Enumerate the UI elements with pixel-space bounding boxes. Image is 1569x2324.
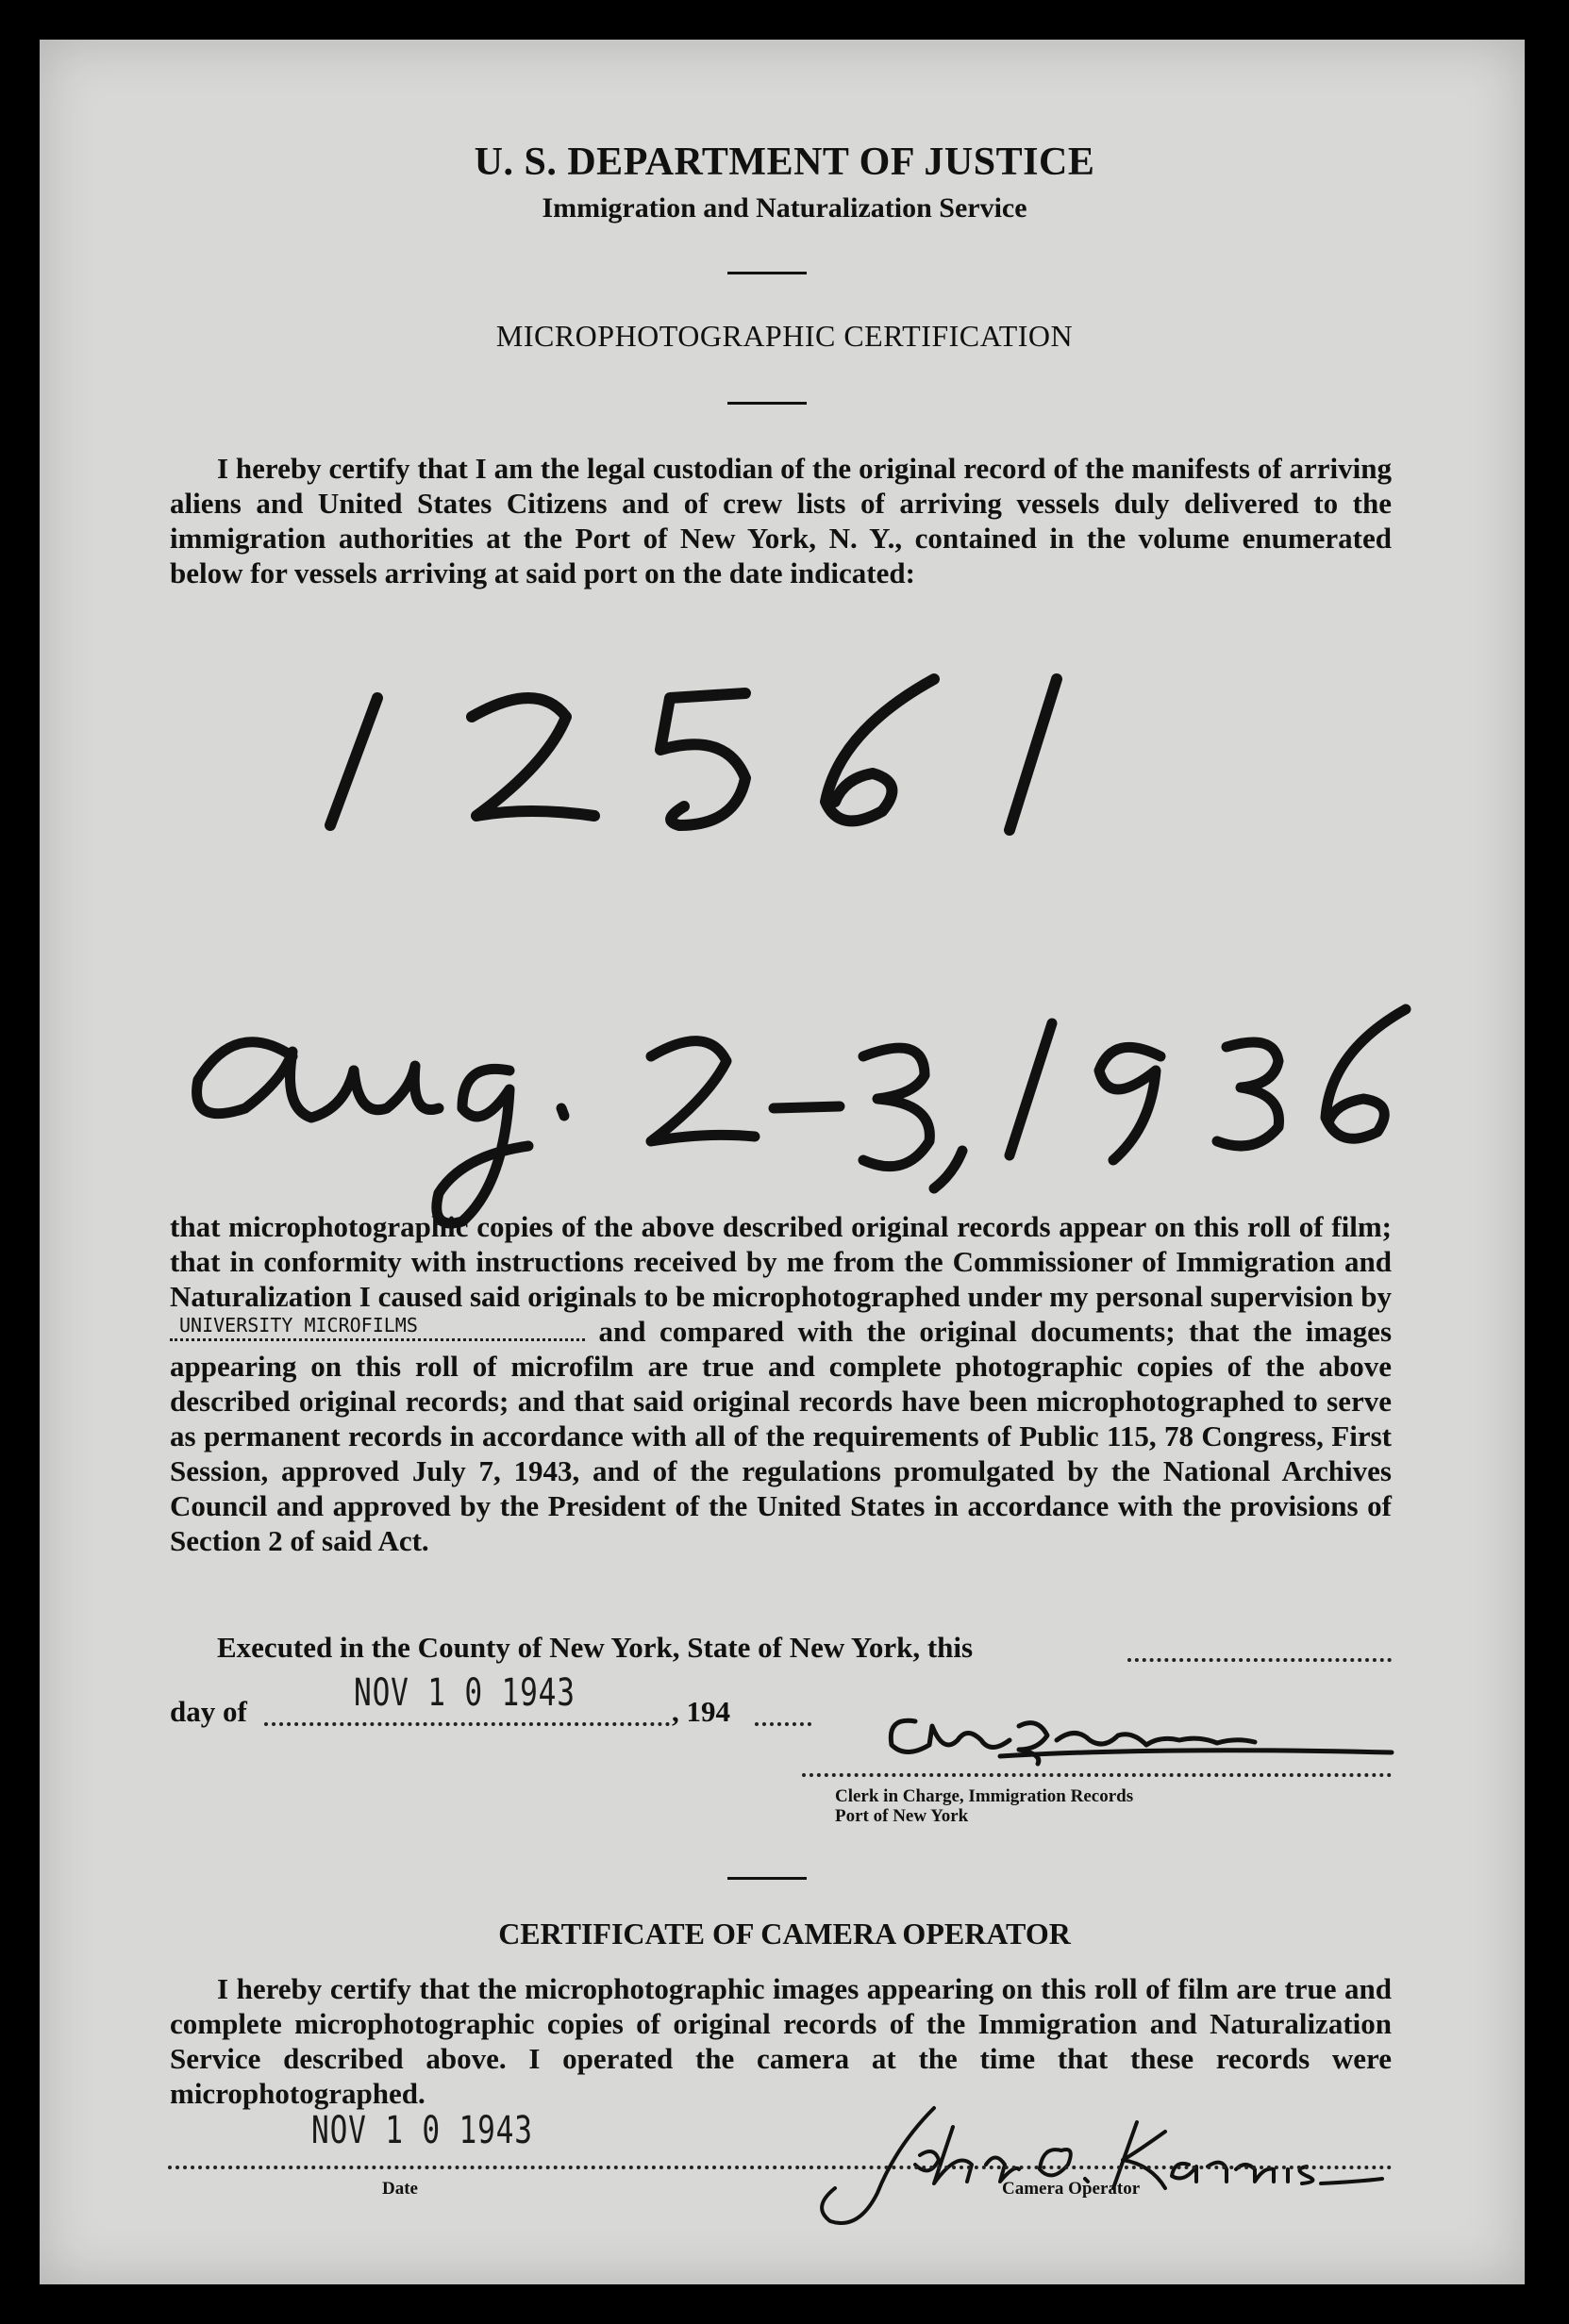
service-subheading: Immigration and Naturalization Service bbox=[542, 192, 1027, 224]
day-of-line bbox=[264, 1722, 670, 1726]
header-divider bbox=[727, 272, 807, 274]
handwritten-date bbox=[179, 967, 1444, 1240]
day-of-label: day of bbox=[170, 1695, 247, 1728]
clerk-title-line2: Port of New York bbox=[835, 1806, 969, 1826]
section-divider bbox=[727, 1877, 807, 1880]
department-heading: U. S. DEPARTMENT OF JUSTICE bbox=[474, 141, 1095, 184]
operator-company-name: UNIVERSITY MICROFILMS bbox=[179, 1314, 418, 1336]
executed-statement: Executed in the County of New York, State of New York, this bbox=[217, 1631, 974, 1664]
certification-body bbox=[170, 1209, 1392, 1558]
camera-certificate-text: I hereby certify that the microphotographic images appearing on this roll of film are true and complete microphotographic copies of original records of the Immigration and Naturalization Service described above. I operated the camera at the time that these records were microphotographed. bbox=[170, 1972, 1392, 2110]
certification-body-part1: that microphotographic copies of the above described original records appear on this roll of film; that in conformity with instructions received by me from the Commissioner of Immigration and Naturalization I caused said originals to be microphotographed under my personal supervision by bbox=[170, 1210, 1392, 1313]
clerk-signature-line bbox=[802, 1773, 1392, 1777]
clerk-title-line1: Clerk in Charge, Immigration Records bbox=[835, 1786, 1134, 1806]
execution-date-stamp: NOV 1 0 1943 bbox=[354, 1671, 576, 1715]
camera-operator-label: Camera Operator bbox=[1002, 2179, 1141, 2199]
camera-date-line bbox=[168, 2166, 800, 2169]
year-line bbox=[755, 1722, 811, 1726]
executed-day-line bbox=[1127, 1658, 1392, 1662]
year-prefix: , 194 bbox=[672, 1695, 730, 1728]
camera-certificate-title: CERTIFICATE OF CAMERA OPERATOR bbox=[498, 1917, 1071, 1950]
camera-date-stamp: NOV 1 0 1943 bbox=[311, 2109, 533, 2152]
camera-operator-signature-line bbox=[802, 2166, 1392, 2169]
date-label: Date bbox=[382, 2179, 418, 2199]
certification-intro: I hereby certify that I am the legal custodian of the original record of the manifests of arriving aliens and United States Citizens and of crew lists of arriving vessels duly delivered to the immigration authorities at the Port of New York, N. Y., contained in the volume enumerated below for vessels arriving at said port on the date indicated: bbox=[170, 452, 1392, 589]
operator-company-field bbox=[170, 1314, 585, 1341]
title-divider bbox=[727, 402, 807, 405]
clerk-signature bbox=[877, 1698, 1396, 1773]
camera-operator-signature bbox=[793, 2089, 1396, 2240]
certification-body-part2: and compared with the original documents; that the images appearing on this roll of microfilm are true and complete photographic copies of the above described original records; and that said original records have been microphotographed to serve as permanent records in accordance with all of the requirements of Public 115, 78 Congress, First Session, approved July 7, 1943, and of the regulations promulgated by the National Archives Council and approved by the President of the United States in accordance with the provisions of Section 2 of said Act. bbox=[170, 1315, 1393, 1557]
handwritten-volume-number bbox=[311, 651, 1160, 858]
certification-title: MICROPHOTOGRAPHIC CERTIFICATION bbox=[495, 319, 1074, 353]
